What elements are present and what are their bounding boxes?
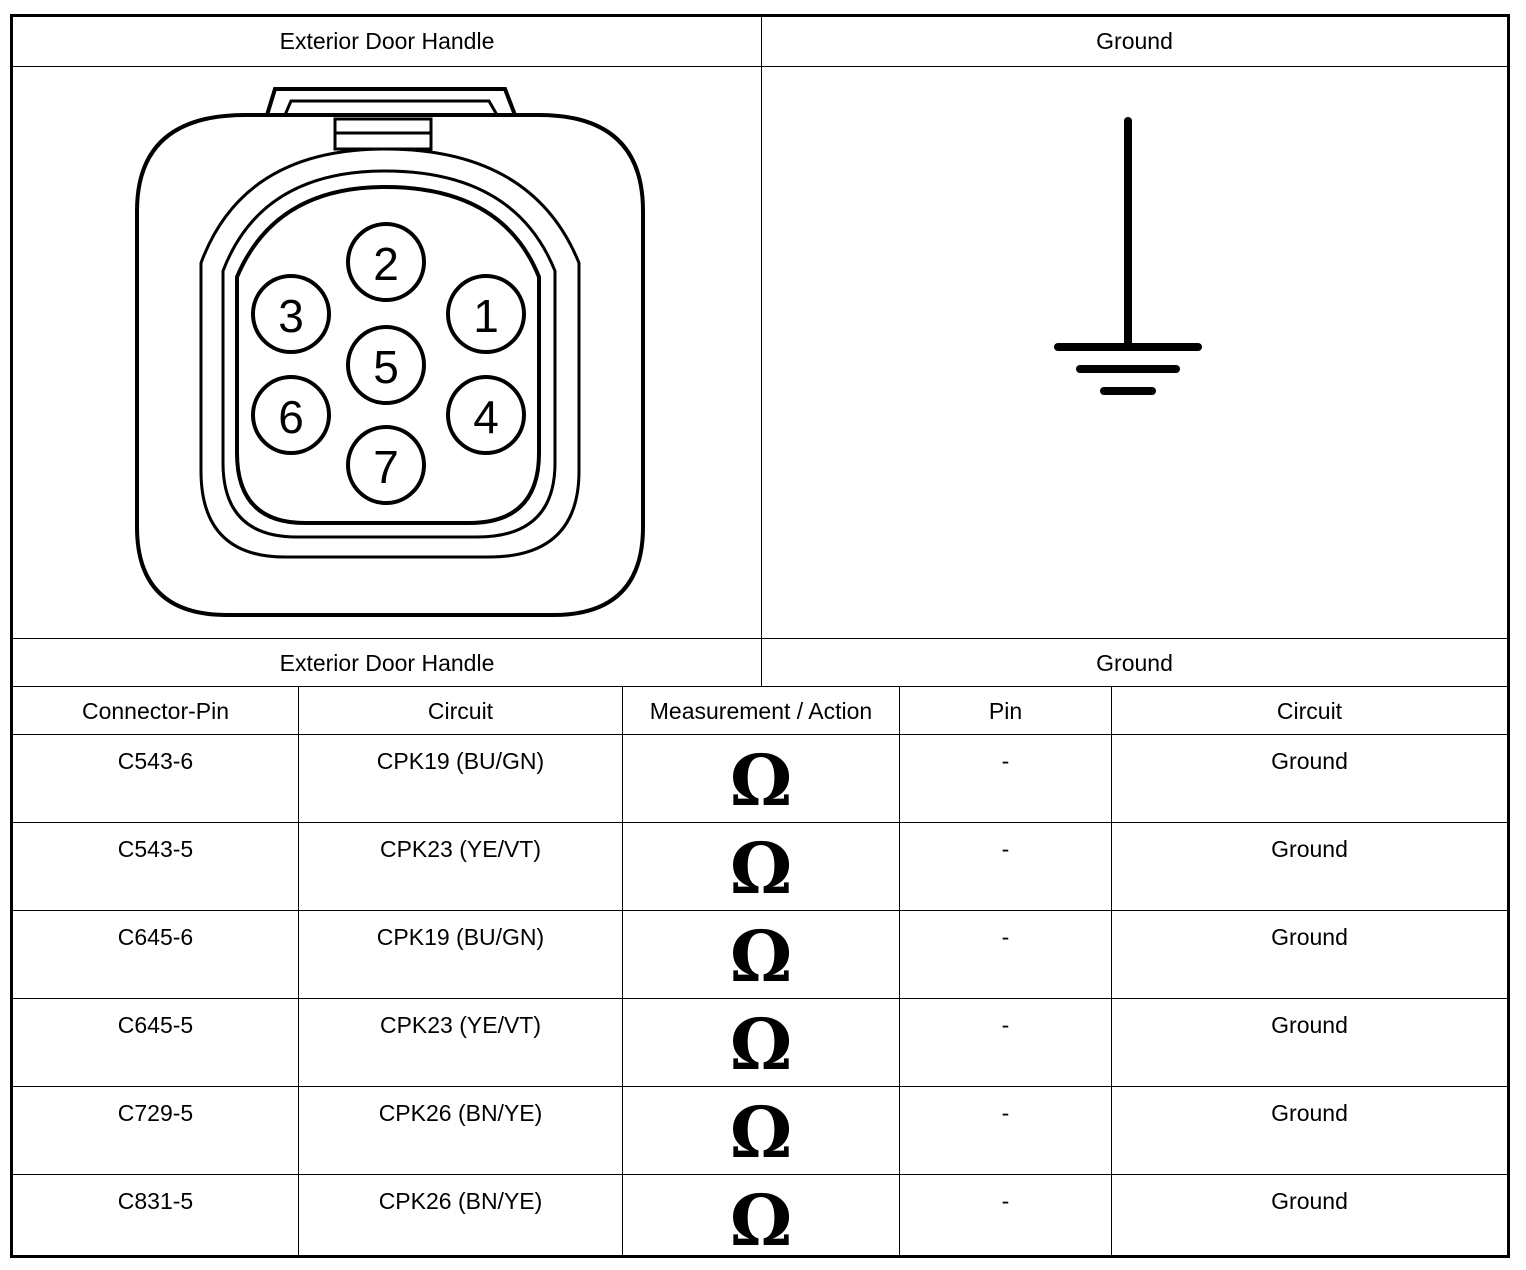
- cell-measurement: [623, 911, 900, 998]
- ohm-icon: Ω: [729, 1091, 793, 1174]
- table-row: [13, 1087, 1507, 1175]
- cell-measurement: [623, 999, 900, 1086]
- cell-connector-pin: C729-5: [13, 1087, 299, 1174]
- cell-pin: -: [900, 911, 1112, 998]
- cell-circuit: CPK19 (BU/GN): [299, 911, 623, 998]
- cell-connector-pin: C831-5: [13, 1175, 299, 1255]
- ohm-icon: Ω: [729, 827, 793, 910]
- connector-diagram: [13, 67, 761, 638]
- column-header-row: [13, 687, 1507, 735]
- cell-pin: -: [900, 999, 1112, 1086]
- cell-pin: -: [900, 1087, 1112, 1174]
- cell-pin: -: [900, 823, 1112, 910]
- col-header-ground-circuit: Circuit: [1276, 698, 1343, 724]
- ohm-icon: Ω: [729, 1003, 793, 1086]
- cell-connector-pin: C543-5: [13, 823, 299, 910]
- ohm-icon: Ω: [729, 915, 793, 998]
- cell-measurement: [623, 823, 900, 910]
- cell-connector-pin: C543-6: [13, 735, 299, 822]
- ohm-icon: Ω: [729, 739, 793, 822]
- table-row: [13, 823, 1507, 911]
- ohm-icon: Ω: [729, 1179, 793, 1262]
- cell-ground-circuit: Ground: [1271, 836, 1348, 862]
- col-header-circuit: Circuit: [299, 687, 623, 734]
- cell-pin: -: [900, 1175, 1112, 1255]
- table-row: [13, 735, 1507, 823]
- cell-connector-pin: C645-6: [13, 911, 299, 998]
- pin-label: 2: [373, 238, 399, 290]
- section-header-ground: Ground: [1096, 650, 1173, 676]
- pin-label: 6: [278, 391, 304, 443]
- cell-measurement: [623, 1087, 900, 1174]
- ground-symbol-icon: [762, 67, 1507, 638]
- cell-connector-pin: C645-5: [13, 999, 299, 1086]
- cell-circuit: CPK19 (BU/GN): [299, 735, 623, 822]
- cell-circuit: CPK26 (BN/YE): [299, 1175, 623, 1255]
- cell-ground-circuit: Ground: [1271, 924, 1348, 950]
- col-header-connector-pin: Connector-Pin: [13, 687, 299, 734]
- cell-ground-circuit: Ground: [1271, 1012, 1348, 1038]
- col-header-pin: Pin: [900, 687, 1112, 734]
- cell-circuit: CPK23 (YE/VT): [299, 999, 623, 1086]
- table-row: [13, 911, 1507, 999]
- pin-label: 1: [473, 290, 499, 342]
- section-header-connector: Exterior Door Handle: [13, 639, 762, 686]
- pin-label: 3: [278, 290, 304, 342]
- cell-circuit: CPK23 (YE/VT): [299, 823, 623, 910]
- section-header-row: [13, 639, 1507, 687]
- connector-image-cell: [13, 67, 762, 638]
- cell-ground-circuit: Ground: [1271, 1100, 1348, 1126]
- diagnostic-table: [10, 14, 1510, 1262]
- col-header-measurement: Measurement / Action: [623, 687, 900, 734]
- top-header-row: [13, 17, 1507, 67]
- cell-pin: -: [900, 735, 1112, 822]
- cell-circuit: CPK26 (BN/YE): [299, 1087, 623, 1174]
- table-row: [13, 999, 1507, 1087]
- ground-image-cell: [762, 67, 1507, 638]
- cell-ground-circuit: Ground: [1271, 748, 1348, 774]
- pin-label: 5: [373, 341, 399, 393]
- top-header-connector: Exterior Door Handle: [13, 17, 762, 66]
- pin-label: 4: [473, 391, 499, 443]
- cell-measurement: [623, 1175, 900, 1262]
- table-row: [13, 1175, 1507, 1262]
- image-row: [13, 67, 1507, 639]
- cell-ground-circuit: Ground: [1271, 1188, 1348, 1214]
- cell-measurement: [623, 735, 900, 822]
- top-header-ground: Ground: [1096, 28, 1173, 54]
- pin-label: 7: [373, 441, 399, 493]
